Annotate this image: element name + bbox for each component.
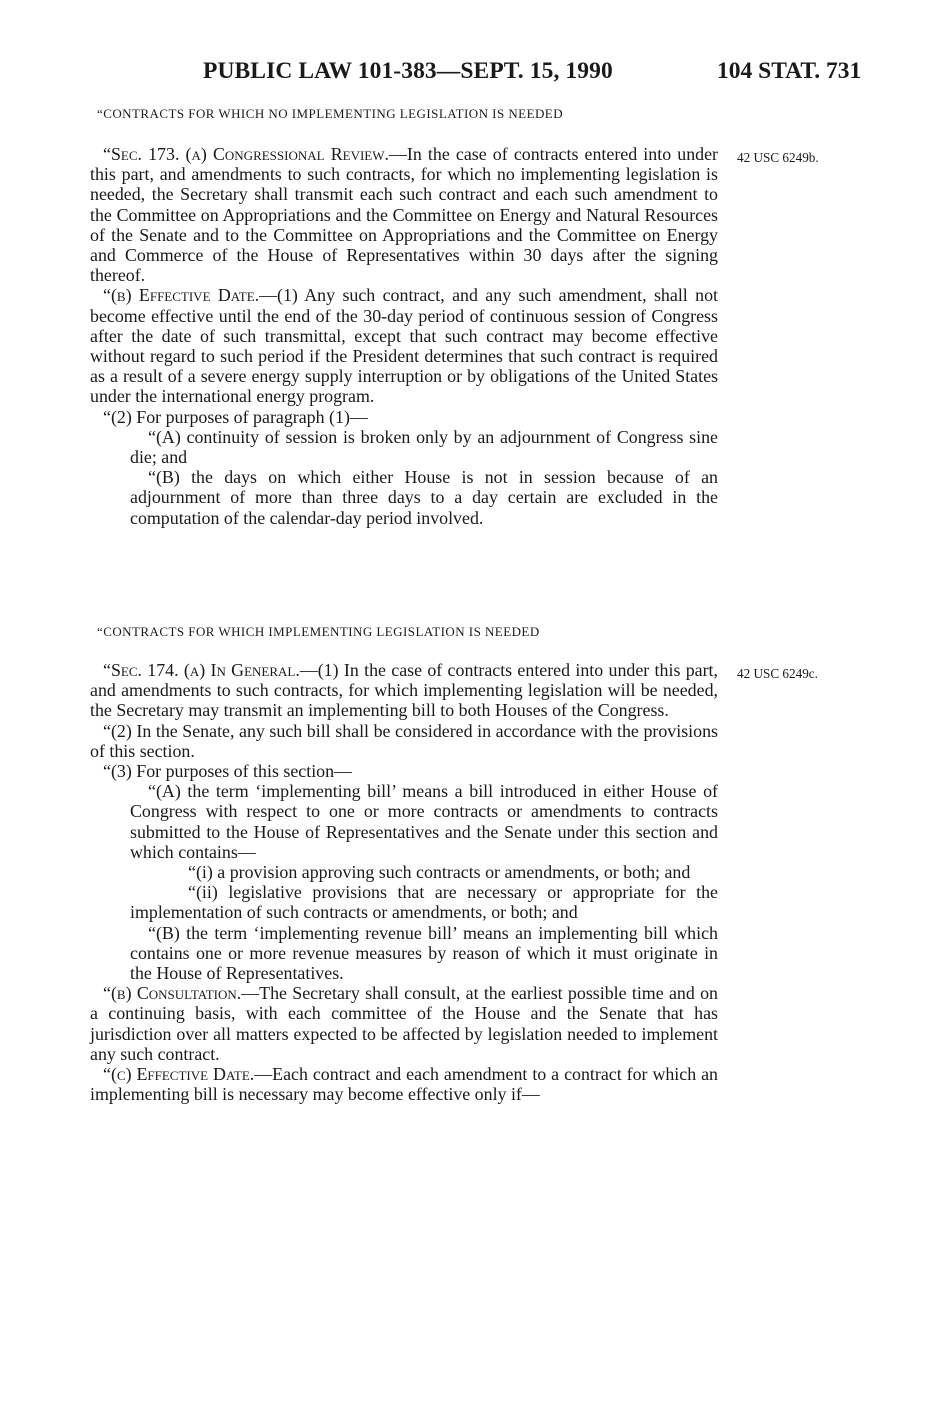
- paragraph-text: —The Secretary shall consult, at the earliest possible time and on a continuing basis, with each committee of the House and the Senate that has jurisdiction over all matters expected to be affected by legislation needed to implement any such contract.: [90, 983, 718, 1064]
- paragraph: [90, 467, 718, 528]
- paragraph: [90, 761, 718, 781]
- paragraph: [90, 923, 718, 984]
- paragraph: [90, 1064, 718, 1104]
- section-body: [90, 144, 718, 528]
- paragraph: [90, 285, 718, 406]
- paragraph-text: “(B) the term ‘implementing revenue bill’ means an implementing bill which contains one or more revenue measures by reason of which it must originate in the House of Representatives.: [130, 922, 718, 984]
- paragraph-text: “(A) continuity of session is broken only by an adjournment of Congress sine die; and: [130, 426, 718, 468]
- section-body: [90, 660, 718, 1104]
- paragraph-text: —Each contract and each amendment to a contract for which an implementing bill is necessary may become effective only if—: [90, 1064, 718, 1105]
- paragraph-text: “(i) a provision approving such contracts or amendments, or both; and: [188, 862, 691, 883]
- section-heading: “CONTRACTS FOR WHICH NO IMPLEMENTING LEGISLATION IS NEEDED: [97, 106, 564, 121]
- paragraph-text: “(B) the days on which either House is not in session because of an adjournment of more than three days to a day certain are excluded in the computation of the calendar-day period involved.: [130, 467, 718, 528]
- paragraph: [90, 983, 718, 1064]
- paragraph: [90, 427, 718, 467]
- paragraph-text: “(2) For purposes of paragraph (1)—: [103, 406, 368, 427]
- paragraph-text: —(1) In the case of contracts entered into under this part, and amendments to such contracts, for which implementing legislation will be needed, the Secretary may transmit an implementing bill to both Houses of the Congress.: [90, 660, 718, 721]
- paragraph-lead: “(c) Effective Date.: [103, 1064, 255, 1085]
- paragraph: [90, 721, 718, 761]
- paragraph-lead: “(b) Effective Date.: [103, 285, 260, 306]
- paragraph-lead: “Sec. 174. (a) In General.: [103, 660, 300, 680]
- paragraph-text: “(3) For purposes of this section—: [103, 761, 352, 782]
- margin-citation: 42 USC 6249b.: [737, 150, 819, 165]
- paragraph-text: —In the case of contracts entered into under this part, and amendments to such contracts, for which no implementing legislation is needed, the Secretary shall transmit each such contract and each such amendment to the Committee on Appropriations and the Committee on Energy and Natural Resources of the Senate and to the Committee on Appropriations and the Committee on Energy and Commerce of the House of Representatives within 30 days after the signing thereof.: [90, 144, 718, 286]
- paragraph: [90, 882, 718, 922]
- paragraph-text: —(1) Any such contract, and any such amendment, shall not become effective until the end of the 30-day period of continuous session of Congress after the date of such transmittal, except that such contract may become effective without regard to such period if the President determines that such contract is required as a result of a severe energy supply interruption or by obligations of the United States under the international energy program.: [90, 285, 718, 407]
- paragraph-text: “(2) In the Senate, any such bill shall be considered in accordance with the provisions of this section.: [90, 720, 718, 761]
- paragraph: [90, 407, 718, 427]
- paragraph-text: “(A) the term ‘implementing bill’ means a bill introduced in either House of Congress with respect to one or more contracts or amendments to contracts submitted to the House of Representatives and the Senate under this section and which contains—: [130, 781, 718, 862]
- paragraph: [90, 781, 718, 862]
- paragraph: [90, 144, 718, 285]
- paragraph: [90, 660, 718, 721]
- section-heading: “CONTRACTS FOR WHICH IMPLEMENTING LEGISLATION IS NEEDED: [97, 624, 540, 639]
- paragraph: [90, 862, 718, 882]
- paragraph-text: “(ii) legislative provisions that are necessary or appropriate for the implementation of such contracts or amendments, or both; and: [130, 882, 718, 923]
- margin-citation: 42 USC 6249c.: [737, 666, 818, 681]
- running-header-title: PUBLIC LAW 101-383—SEPT. 15, 1990: [203, 58, 613, 84]
- paragraph-lead: “Sec. 173. (a) Congressional Review.: [103, 144, 389, 164]
- paragraph-lead: “(b) Consultation.: [103, 983, 242, 1004]
- running-header-page: 104 STAT. 731: [717, 58, 862, 84]
